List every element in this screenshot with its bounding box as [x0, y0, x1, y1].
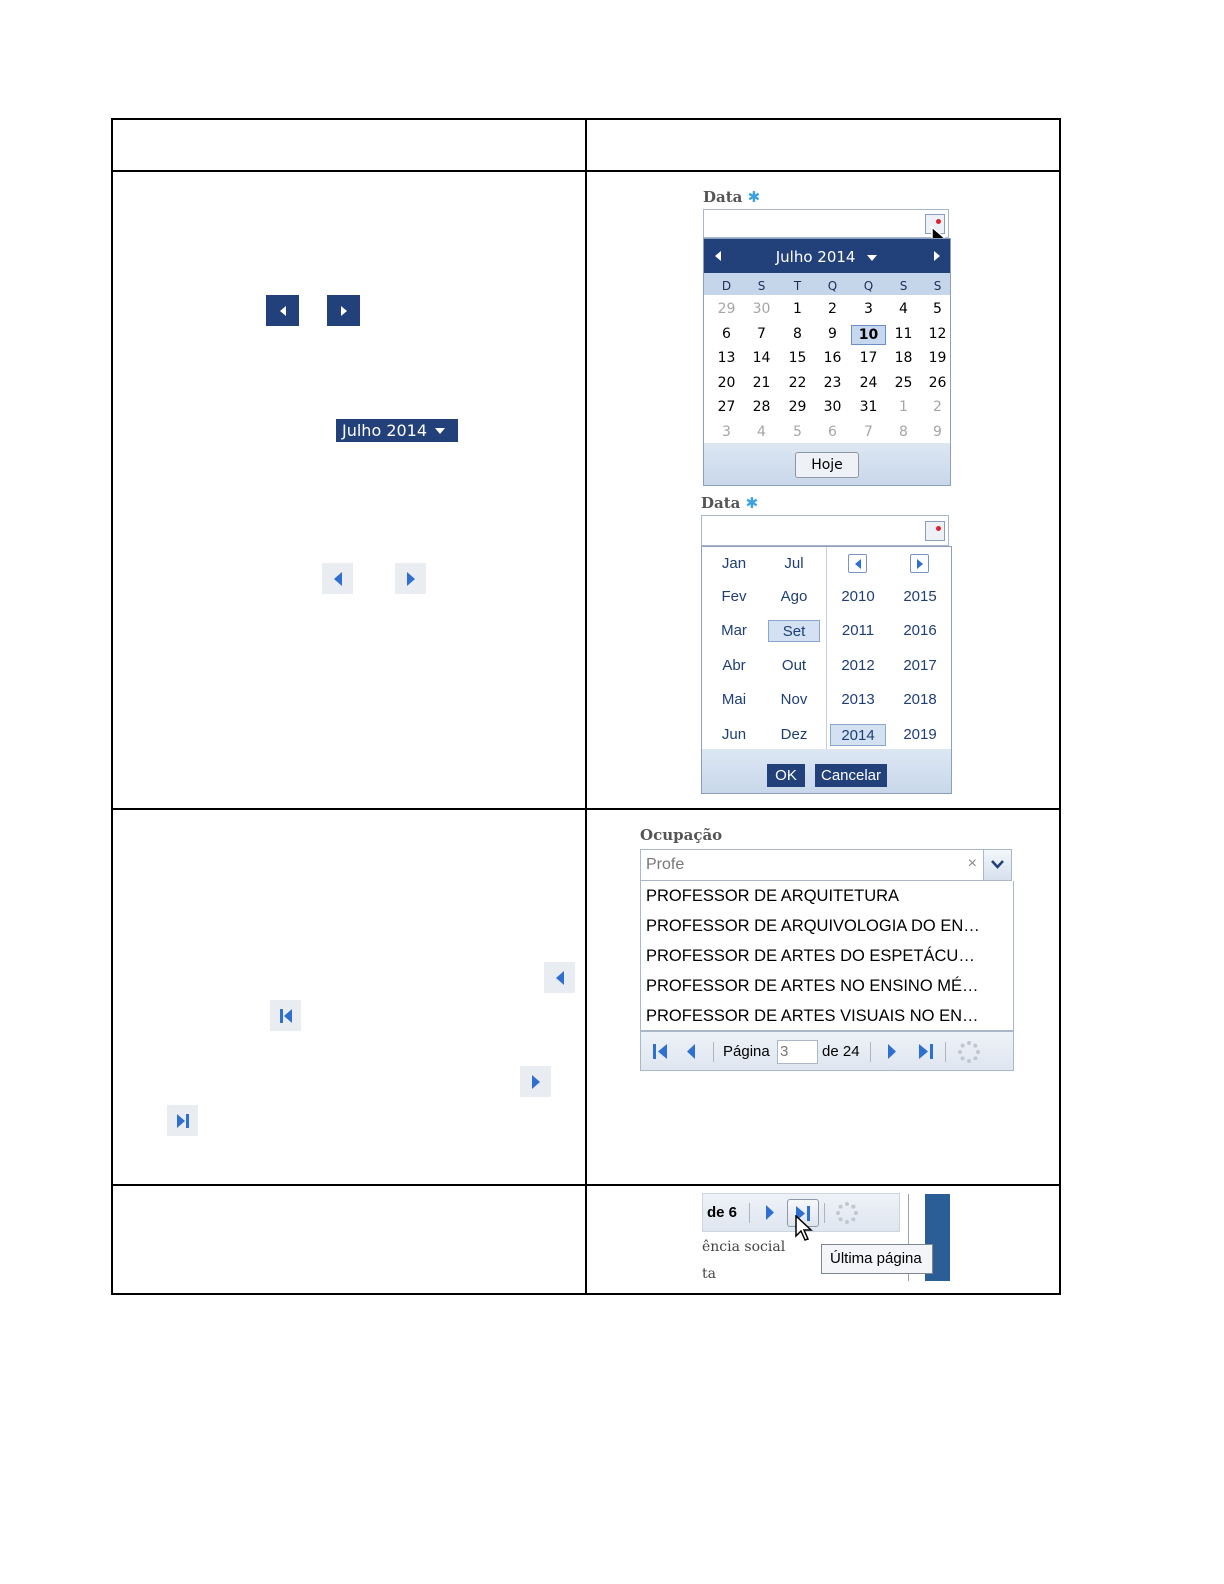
- truncated-text: ência social: [702, 1239, 786, 1255]
- day-cell[interactable]: 1: [793, 301, 802, 317]
- truncated-text: ta: [702, 1266, 716, 1282]
- separator: [870, 1042, 871, 1062]
- month-dropdown-sample: [336, 419, 458, 442]
- page-total: de 24: [822, 1043, 860, 1060]
- dropdown-trigger[interactable]: [983, 850, 1011, 880]
- day-cell[interactable]: 1: [899, 399, 908, 415]
- required-icon: ✱: [745, 494, 759, 512]
- next-page-icon[interactable]: [764, 1204, 776, 1221]
- day-cell[interactable]: 13: [717, 350, 736, 366]
- day-cell[interactable]: 4: [757, 423, 766, 440]
- picker-divider: [826, 547, 827, 749]
- day-cell[interactable]: 14: [752, 350, 771, 366]
- next-page-icon: [520, 1066, 551, 1097]
- list-item[interactable]: PROFESSOR DE ARTES NO ENSINO MÉ…: [646, 977, 979, 995]
- day-cell[interactable]: 11: [894, 325, 913, 342]
- day-cell[interactable]: 3: [722, 423, 731, 440]
- month-option[interactable]: Ago: [780, 588, 808, 605]
- refresh-icon[interactable]: [835, 1201, 859, 1225]
- occupation-combo-input[interactable]: [640, 849, 1012, 881]
- day-cell[interactable]: 28: [752, 399, 771, 415]
- ok-button[interactable]: OK: [767, 764, 805, 787]
- separator: [824, 1203, 825, 1223]
- occupation-field-label: Ocupação: [640, 826, 723, 844]
- month-option[interactable]: Jan: [721, 555, 747, 572]
- required-icon: ✱: [747, 188, 761, 206]
- month-option[interactable]: Jul: [784, 555, 804, 572]
- weekday-label: S: [757, 279, 766, 293]
- weekday-label: T: [793, 279, 802, 293]
- day-cell[interactable]: 30: [823, 399, 842, 415]
- day-cell[interactable]: 2: [828, 301, 837, 317]
- day-cell[interactable]: 8: [899, 423, 908, 440]
- chevron-down-icon: [991, 860, 1004, 869]
- day-cell[interactable]: 18: [894, 350, 913, 366]
- year-option[interactable]: 2015: [903, 588, 937, 605]
- month-dropdown-label: Julho 2014: [342, 421, 428, 440]
- caret-down-icon: [866, 254, 878, 262]
- day-cell[interactable]: 9: [933, 423, 942, 440]
- list-item[interactable]: PROFESSOR DE ARTES VISUAIS NO EN…: [646, 1007, 979, 1025]
- day-cell[interactable]: 20: [717, 374, 736, 391]
- month-option[interactable]: Set: [768, 620, 820, 642]
- year-option[interactable]: 2018: [903, 691, 937, 708]
- weekday-label: S: [933, 279, 942, 293]
- calendar-title-text: Julho 2014: [775, 248, 856, 266]
- picker-footer: [702, 749, 951, 793]
- month-year-picker: [701, 546, 952, 794]
- year-option[interactable]: 2010: [841, 588, 875, 605]
- day-cell[interactable]: 6: [722, 325, 731, 342]
- calendar-footer: [704, 443, 950, 485]
- day-cell[interactable]: 16: [823, 350, 842, 366]
- day-cell[interactable]: 25: [894, 374, 913, 391]
- day-cell[interactable]: 22: [788, 374, 807, 391]
- day-cell[interactable]: 21: [752, 374, 771, 391]
- day-cell[interactable]: 31: [859, 399, 878, 415]
- separator: [945, 1042, 946, 1062]
- date-field-label: [703, 188, 760, 206]
- year-option[interactable]: 2017: [903, 657, 937, 674]
- month-option[interactable]: Dez: [780, 726, 808, 743]
- date-field-label: [701, 494, 758, 512]
- first-page-icon[interactable]: [652, 1043, 669, 1060]
- day-cell[interactable]: 29: [717, 301, 736, 317]
- day-cell[interactable]: 2: [933, 399, 942, 415]
- year-option[interactable]: 2011: [841, 622, 875, 639]
- weekday-label: Q: [863, 279, 874, 293]
- clear-icon[interactable]: ×: [967, 855, 977, 872]
- day-cell[interactable]: 26: [928, 374, 947, 391]
- day-cell[interactable]: 24: [859, 374, 878, 391]
- year-option[interactable]: 2013: [841, 691, 875, 708]
- month-option[interactable]: Mai: [721, 691, 747, 708]
- year-option[interactable]: 2014: [830, 724, 886, 746]
- page-total: de 6: [707, 1204, 738, 1221]
- list-item[interactable]: PROFESSOR DE ARQUIVOLOGIA DO EN…: [646, 917, 980, 935]
- first-page-icon: [270, 1000, 301, 1031]
- weekday-label: D: [721, 279, 732, 293]
- pagination-bar: [640, 1031, 1014, 1071]
- day-cell[interactable]: 5: [793, 423, 802, 440]
- date-label-text: Data: [701, 494, 741, 512]
- separator: [713, 1042, 714, 1062]
- caret-down-icon: [435, 428, 445, 434]
- next-month-icon: [327, 295, 360, 326]
- next-month-icon[interactable]: [933, 251, 941, 261]
- day-cell[interactable]: 29: [788, 399, 807, 415]
- mouse-cursor-icon: [795, 1215, 815, 1243]
- last-page-icon[interactable]: [917, 1043, 934, 1060]
- day-cell[interactable]: 4: [899, 301, 908, 317]
- day-cell[interactable]: 10: [851, 325, 886, 345]
- date-input[interactable]: [703, 209, 949, 238]
- calendar-icon[interactable]: [925, 521, 945, 541]
- month-option[interactable]: Nov: [780, 691, 808, 708]
- prev-year-icon: [322, 563, 353, 594]
- next-page-icon[interactable]: [886, 1043, 898, 1060]
- page-number-input[interactable]: 3: [777, 1040, 818, 1064]
- day-cell[interactable]: 9: [828, 325, 837, 342]
- combo-input-value: Profe: [646, 856, 685, 873]
- day-cell[interactable]: 19: [928, 350, 947, 366]
- date-label-text: Data: [703, 188, 743, 206]
- date-input[interactable]: [701, 515, 949, 546]
- year-option[interactable]: 2019: [903, 726, 937, 743]
- day-cell[interactable]: 7: [757, 325, 766, 342]
- day-cell[interactable]: 17: [859, 350, 878, 366]
- refresh-icon[interactable]: [957, 1040, 981, 1064]
- calendar-header: [704, 239, 950, 273]
- day-cell[interactable]: 8: [793, 325, 802, 342]
- day-cell[interactable]: 15: [788, 350, 807, 366]
- day-cell[interactable]: 6: [828, 423, 837, 440]
- list-item[interactable]: PROFESSOR DE ARQUITETURA: [646, 887, 900, 905]
- month-option[interactable]: Out: [781, 657, 807, 674]
- today-button[interactable]: Hoje: [795, 452, 859, 478]
- day-cell[interactable]: 23: [823, 374, 842, 391]
- previous-page-icon: [544, 962, 575, 993]
- month-option[interactable]: Jun: [721, 726, 747, 743]
- prev-years-icon[interactable]: [848, 554, 867, 573]
- day-cell[interactable]: 3: [864, 301, 873, 317]
- day-cell[interactable]: 30: [752, 301, 771, 317]
- day-cell[interactable]: 12: [928, 325, 947, 342]
- list-item[interactable]: PROFESSOR DE ARTES DO ESPETÁCU…: [646, 947, 975, 965]
- combo-option-list: [640, 881, 1014, 1031]
- year-option[interactable]: 2016: [903, 622, 937, 639]
- day-cell[interactable]: 5: [933, 301, 942, 317]
- calendar-title[interactable]: [704, 248, 950, 266]
- next-years-icon[interactable]: [910, 554, 929, 573]
- month-option[interactable]: Abr: [722, 657, 746, 674]
- next-year-icon: [395, 563, 426, 594]
- day-calendar-popup: [703, 238, 951, 486]
- weekday-label: S: [899, 279, 908, 293]
- page-label: Página: [723, 1043, 770, 1060]
- day-cell[interactable]: 7: [864, 423, 873, 440]
- separator: [749, 1203, 750, 1223]
- month-option[interactable]: Mar: [721, 622, 747, 639]
- month-option[interactable]: Fev: [721, 588, 747, 605]
- table-column-divider: [585, 120, 587, 1293]
- last-page-icon: [167, 1105, 198, 1136]
- previous-page-icon[interactable]: [685, 1043, 697, 1060]
- tooltip: Última página: [821, 1244, 933, 1274]
- weekday-label: Q: [827, 279, 838, 293]
- cancel-button[interactable]: Cancelar: [815, 764, 887, 787]
- year-option[interactable]: 2012: [841, 657, 875, 674]
- prev-month-icon: [266, 295, 299, 326]
- day-cell[interactable]: 27: [717, 399, 736, 415]
